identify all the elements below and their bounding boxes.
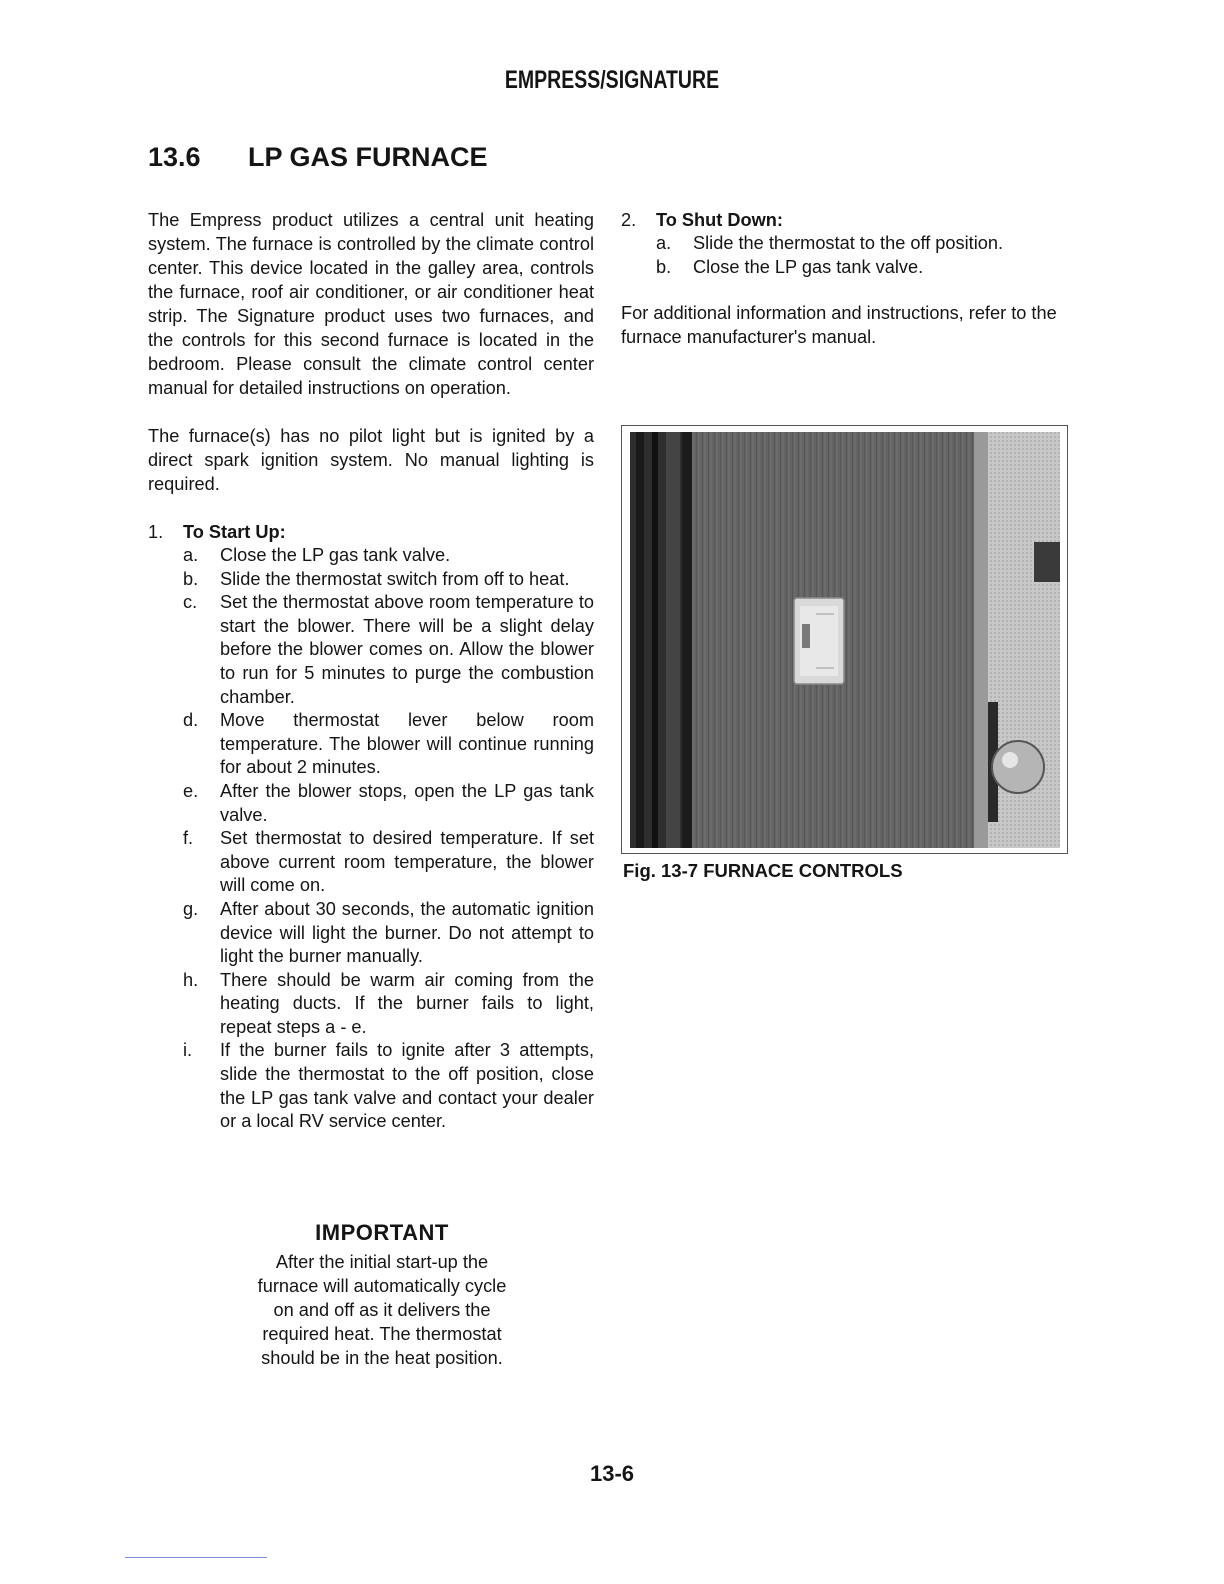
step-letter: b. xyxy=(656,256,672,277)
step-letter: c. xyxy=(183,592,198,613)
step-text: Close the LP gas tank valve. xyxy=(693,256,924,277)
step-text: Set thermostat to desired temperature. If set above current room temperature, the blower will come on. xyxy=(220,828,594,896)
start-up-number: 1. xyxy=(148,522,164,542)
furnace-controls-photo xyxy=(621,425,1068,854)
reference-paragraph: For additional information and instructions, refer to the furnace manufacturer's manual. xyxy=(621,303,1057,348)
list-item xyxy=(148,969,594,1040)
right-column xyxy=(621,208,1069,349)
step-letter: d. xyxy=(183,710,199,731)
section-number: 13.6 xyxy=(148,142,201,172)
photo-image xyxy=(630,432,1060,848)
figure-caption: Fig. 13-7 FURNACE CONTROLS xyxy=(623,860,903,881)
step-letter: b. xyxy=(183,568,199,589)
list-item xyxy=(621,232,1069,256)
running-header: EMPRESS/SIGNATURE xyxy=(504,66,720,94)
list-item xyxy=(148,780,594,827)
step-letter: a. xyxy=(656,233,672,253)
step-text: Slide the thermostat switch from off to heat. xyxy=(220,568,570,589)
shut-down-heading xyxy=(621,208,1069,232)
step-letter: h. xyxy=(183,969,199,990)
step-text: Move thermostat lever below room temperature. The blower will continue running for about 2 minutes. xyxy=(220,710,594,778)
start-up-steps xyxy=(148,544,594,1134)
list-item xyxy=(148,544,594,568)
section-heading xyxy=(148,142,488,173)
step-letter: f. xyxy=(183,828,194,849)
step-text: Slide the thermostat to the off position. xyxy=(693,233,1004,253)
start-up-title: To Start Up: xyxy=(183,522,286,542)
step-text: After about 30 seconds, the automatic ignition device will light the burner. Do not attempt to light the burner manually. xyxy=(220,898,594,967)
list-item xyxy=(621,256,1069,280)
ignition-paragraph: The furnace(s) has no pilot light but is ignited by a direct spark ignition system. No manual lighting is required. xyxy=(148,426,594,494)
step-text: Close the LP gas tank valve. xyxy=(220,545,451,565)
shut-down-number: 2. xyxy=(621,210,637,230)
list-item xyxy=(148,898,594,969)
step-text: After the blower stops, open the LP gas tank valve. xyxy=(220,780,594,825)
intro-paragraph: The Empress product utilizes a central unit heating system. The furnace is controlled by the climate control center. This device located in the galley area, controls the furnace, roof air conditioner, or air conditioner heat strip. The Signature product uses two furnaces, and the controls for this second furnace is located in the bedroom. Please consult the climate control center manual for detailed instructions on operation. xyxy=(148,210,594,398)
page-number: 13-6 xyxy=(589,1461,635,1486)
list-item xyxy=(148,1039,594,1133)
step-text: There should be warm air coming from the heating ducts. If the burner fails to light, repeat steps a - e. xyxy=(220,969,594,1037)
important-heading: IMPORTANT xyxy=(315,1220,449,1245)
step-letter: g. xyxy=(183,898,199,919)
step-text: If the burner fails to ignite after 3 attempts, slide the thermostat to the off position, close the LP gas tank valve and contact your dealer or a local RV service center. xyxy=(220,1040,594,1132)
step-text: Set the thermostat above room temperature to start the blower. There will be a slight delay before the blower comes on. Allow the blower to run for 5 minutes to purge the combustion chamber. xyxy=(220,592,594,707)
list-item xyxy=(148,591,594,709)
step-letter: e. xyxy=(183,780,199,801)
shut-down-title: To Shut Down: xyxy=(656,210,783,230)
list-item xyxy=(148,827,594,898)
list-item xyxy=(148,568,594,592)
shut-down-steps xyxy=(621,232,1069,279)
list-item xyxy=(148,709,594,780)
step-letter: i. xyxy=(183,1040,193,1061)
start-up-heading xyxy=(148,520,594,544)
step-letter: a. xyxy=(183,545,199,565)
left-column xyxy=(148,208,594,1134)
important-note xyxy=(232,1220,532,1370)
important-text: After the initial start-up the furnace will automatically cycle on and off as it delivers the required heat. The thermostat should be in the heat position. xyxy=(257,1252,507,1368)
section-title: LP GAS FURNACE xyxy=(248,142,488,172)
footer-rule xyxy=(125,1557,267,1558)
